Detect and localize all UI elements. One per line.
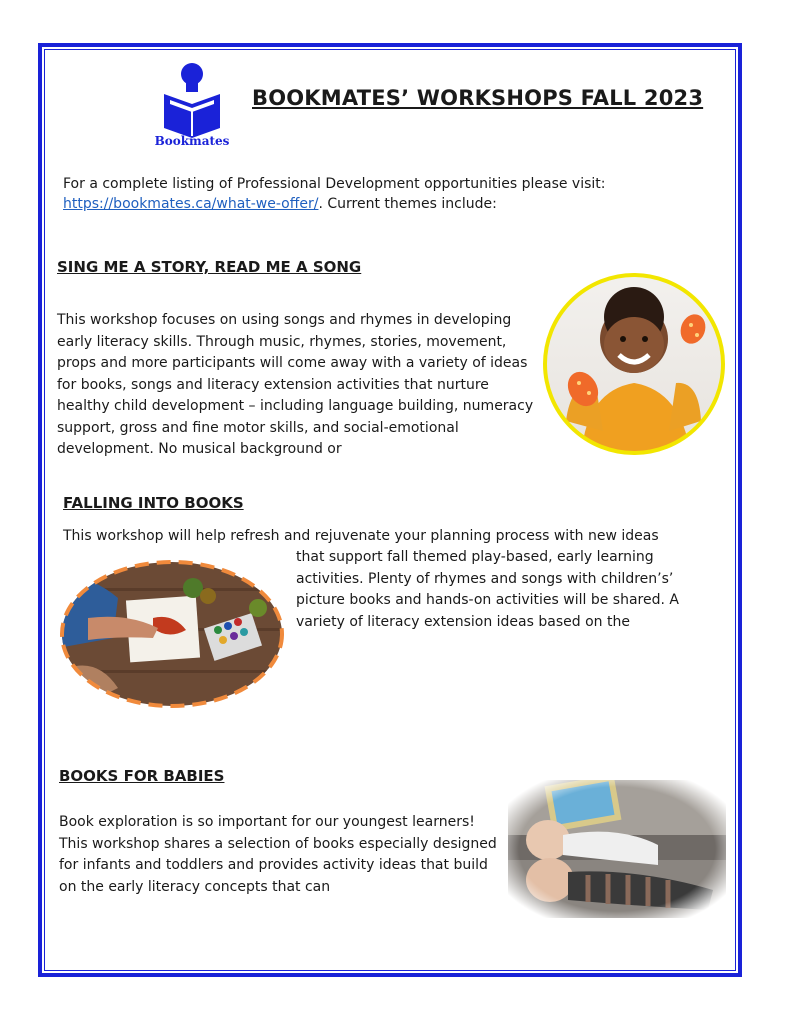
logo-wordmark: Bookmates [154, 134, 230, 148]
workshops-link[interactable]: https://bookmates.ca/what-we-offer/ [63, 196, 319, 212]
section-heading-sing: SING ME A STORY, READ ME A SONG [57, 258, 362, 276]
fall-crafts-photo [58, 558, 286, 710]
section-body-falling: that support fall themed play-based, early learning activities. Plenty of rhymes and songs with children’s’ picture books and hands-on activities will be shared. A variety of literacy extension ideas based on the [296, 549, 679, 630]
section-heading-babies: BOOKS FOR BABIES [59, 767, 225, 785]
intro-text: For a complete listing of Professional Development opportunities please visit: [63, 176, 606, 192]
toddler-photo [541, 271, 727, 457]
intro-paragraph [63, 174, 683, 214]
section-heading-falling: FALLING INTO BOOKS [63, 494, 244, 512]
section-body-falling-line1: This workshop will help refresh and rejuvenate your planning process with new ideas [63, 528, 659, 544]
section-body-sing: This workshop focuses on using songs and rhymes in developing early literacy skills. Through music, rhymes, stories, movement, props and more participants will come away with a variety of ideas for books, songs and literacy extension activities that nurture healthy child development – including language building, numeracy support, gross and fine motor skills, and social-emotional development. No musical background or [57, 312, 534, 457]
babies-reading-photo [508, 780, 726, 918]
page-title: BOOKMATES’ WORKSHOPS FALL 2023 [252, 86, 704, 110]
section-body-babies: Book exploration is so important for our youngest learners! This workshop shares a selection of books especially designed for infants and toddlers and provides activity ideas that build on the early literacy concepts that can [59, 814, 497, 895]
intro-suffix: . Current themes include: [318, 196, 497, 212]
